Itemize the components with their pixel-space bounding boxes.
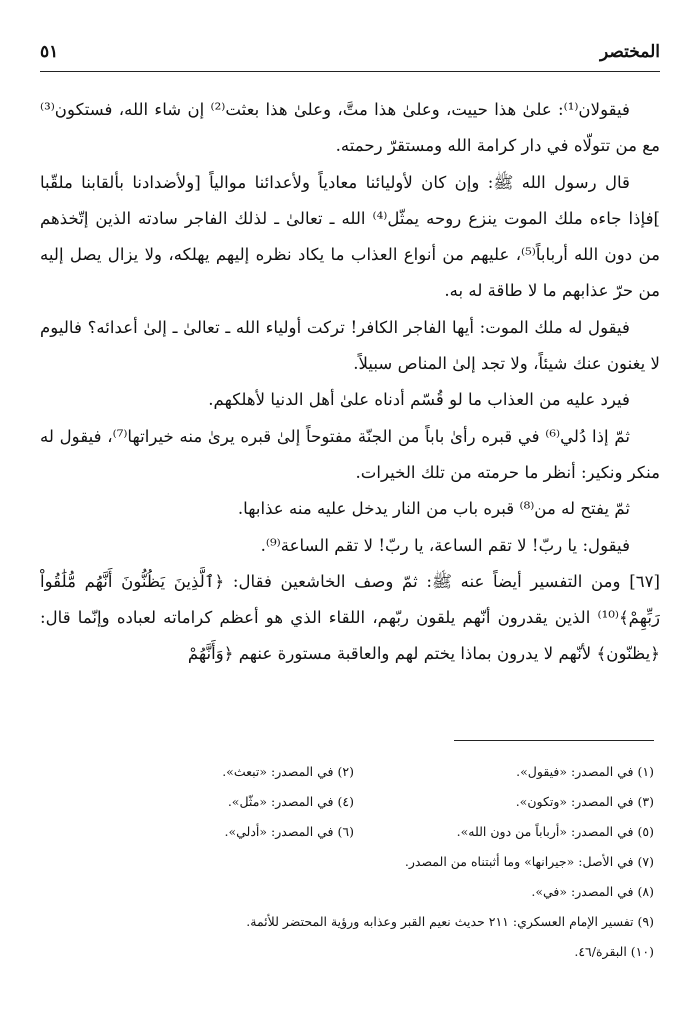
paragraph: [٦٧] ومن التفسير أيضاً عنه ﷺ: ثمّ وصف الخاشعين فقال: ﴿ٱلَّذِينَ يَظُنُّونَ أَنَّهُم مُّلَٰقُواْ رَبِّهِمْ﴾⁽¹⁰⁾ الذين يقدرون أنّهم يلقون ربّهم، اللقاء الذي هو أعظم كراماته لعباده وإنّما قال: ﴿يظنّون﴾ لأنّهم لا يدرون بماذا يختم لهم والعاقبة مستورة عنهم ﴿وَأَنَّهُمْ xyxy=(40,571,660,664)
paragraph: فيقول: يا ربّ! لا تقم الساعة، يا ربّ! لا تقم الساعة⁽⁹⁾. xyxy=(260,535,630,555)
footnote: (٦) في المصدر: «أدلي». xyxy=(224,824,354,839)
footnote-row xyxy=(34,907,654,937)
footnote-row xyxy=(34,757,654,787)
footnote: (٩) تفسير الإمام العسكري: ٢١١ حديث نعيم القبر وعذابه ورؤية المحتضر للأئمة. xyxy=(246,914,654,929)
book-title: المختصر xyxy=(600,42,660,62)
paragraph: فيقول له ملك الموت: أيها الفاجر الكافر! تركت أولياء الله ـ تعالىٰ ـ إلىٰ أعدائه؟ فاليوم لا يغنون عنك شيئاً، ولا تجد إلىٰ المناص سبيلاً. xyxy=(40,317,660,374)
footnote-row xyxy=(34,787,654,817)
footnote-row xyxy=(34,847,654,877)
footnote: (١) في المصدر: «فيقول». xyxy=(516,764,654,779)
footnote-row xyxy=(34,877,654,907)
footnotes xyxy=(34,757,654,967)
paragraph: قال رسول الله ﷺ: وإن كان لأوليائنا معادياً ولأعدائنا موالياً [ولأضدادنا بألقابنا ملقّبا ]فإذا جاءه ملك الموت ينزع روحه يمثّل⁽⁴⁾ الله ـ تعالىٰ ـ لذلك الفاجر سادته الذين إتّخذهم من دون الله أرباباً⁽⁵⁾، عليهم من أنواع العذاب ما يكاد نظره إليهم يهلكه، ولا يزال يصل إليه من حرّ عذابهم ما لا طاقة له به. xyxy=(40,172,660,301)
page-header xyxy=(40,40,660,70)
main-text xyxy=(40,92,660,673)
footnote-row xyxy=(34,817,654,847)
footnote: (٤) في المصدر: «مثّل». xyxy=(227,794,354,809)
paragraph: ثمّ إذا دُلي⁽⁶⁾ في قبره رأىٰ باباً من الجنّة مفتوحاً إلىٰ قبره يرىٰ منه خيراتها⁽⁷⁾، فيقول له منكر ونكير: أنظر ما حرمته من تلك الخيرات. xyxy=(40,426,660,482)
footnote-row xyxy=(34,937,654,967)
paragraph: ثمّ يفتح له من⁽⁸⁾ قبره باب من النار يدخل عليه منه عذابها. xyxy=(237,499,630,519)
footnote: (٧) في الأصل: «جيرانها» وما أثبتناه من المصدر. xyxy=(404,854,654,869)
header-rule xyxy=(40,71,660,72)
footnote: (٢) في المصدر: «تبعث». xyxy=(222,764,354,779)
paragraph: فيقولان⁽¹⁾: علىٰ هذا حييت، وعلىٰ هذا متَّ، وعلىٰ هذا بعثت⁽²⁾ إن شاء الله، فستكون⁽³⁾ مع من تتولّاه في دار كرامة الله ومستقرّ رحمته. xyxy=(40,100,660,156)
page-number: ٥١ xyxy=(40,42,59,62)
footnote-rule xyxy=(454,740,654,741)
footnote: (١٠) البقرة/٤٦. xyxy=(574,944,654,959)
footnote: (٥) في المصدر: «أرباباً من دون الله». xyxy=(456,824,654,839)
footnote: (٨) في المصدر: «في». xyxy=(531,884,654,899)
footnote: (٣) في المصدر: «وتكون». xyxy=(515,794,654,809)
paragraph: فيرد عليه من العذاب ما لو قُسّم أدناه علىٰ أهل الدنيا لأهلكهم. xyxy=(208,390,630,410)
